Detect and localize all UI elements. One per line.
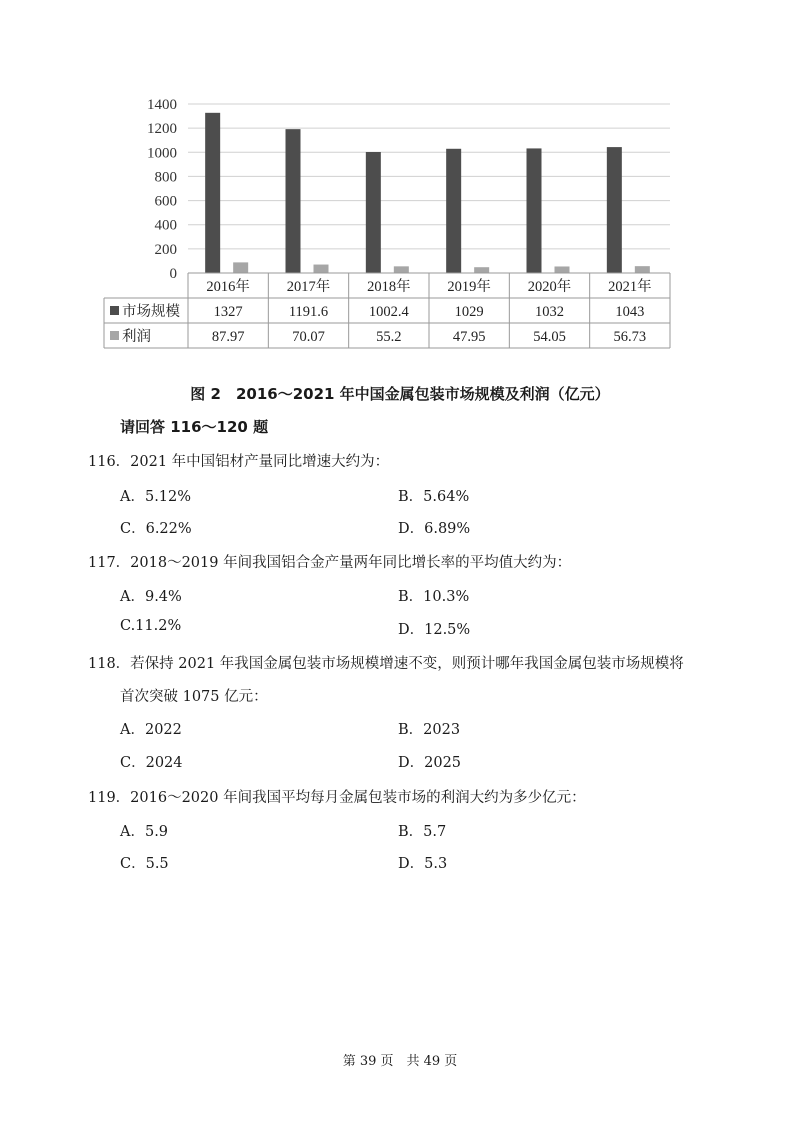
q118-option-b: B．2023 xyxy=(398,722,461,738)
x-category-label: 2018年 xyxy=(367,279,411,295)
q117-option-b: B．10.3% xyxy=(398,589,470,605)
legend-swatch xyxy=(110,331,119,340)
q119-option-c: C．5.5 xyxy=(120,856,169,872)
y-axis-ticks xyxy=(147,97,177,282)
x-category-label: 2019年 xyxy=(447,279,491,295)
data-label: 70.07 xyxy=(292,329,325,345)
bar-market-size xyxy=(205,113,220,273)
question-116-stem: 116．2021 年中国铝材产量同比增速大约为： xyxy=(88,454,390,470)
data-label: 1191.6 xyxy=(288,304,329,320)
q116-option-c: C．6.22% xyxy=(120,521,192,537)
y-tick-label: 200 xyxy=(154,241,177,258)
bar-market-size xyxy=(286,129,301,273)
data-label: 1043 xyxy=(615,304,645,320)
data-label: 55.2 xyxy=(376,329,402,345)
y-tick-label: 600 xyxy=(154,193,177,210)
data-label: 1029 xyxy=(454,304,484,320)
q118-option-a: A．2022 xyxy=(120,722,182,738)
instruction-heading: 请回答 116～120 题 xyxy=(120,418,269,436)
question-118-stem-line2: 首次突破 1075 亿元： xyxy=(120,689,268,705)
legend-label: 市场规模 xyxy=(122,304,180,320)
q117-option-c: C.11.2% xyxy=(120,618,182,634)
bar-profit xyxy=(314,265,329,273)
chart-gridlines xyxy=(188,104,670,273)
q117-option-d: D．12.5% xyxy=(398,622,471,638)
bar-market-size xyxy=(607,147,622,273)
data-label: 56.73 xyxy=(613,329,647,345)
q118-option-c: C．2024 xyxy=(120,755,183,771)
question-118-stem: 118．若保持 2021 年我国金属包装市场规模增速不变，则预计哪年我国金属包装市场规模将 xyxy=(88,656,684,672)
question-117-stem: 117．2018～2019 年间我国铝合金产量两年同比增长率的平均值大约为： xyxy=(88,555,572,571)
legend-label: 利润 xyxy=(122,329,151,345)
data-label: 87.97 xyxy=(211,329,245,345)
bar-market-size xyxy=(446,149,461,273)
y-tick-label: 400 xyxy=(154,217,177,234)
bar-profit xyxy=(635,266,650,273)
q118-option-d: D．2025 xyxy=(398,755,462,771)
y-tick-label: 1000 xyxy=(147,145,177,162)
y-tick-label: 800 xyxy=(154,169,177,186)
data-label: 54.05 xyxy=(533,329,566,345)
q116-option-d: D．6.89% xyxy=(398,521,471,537)
q116-option-b: B．5.64% xyxy=(398,489,470,505)
q119-option-b: B．5.7 xyxy=(398,824,447,840)
bar-market-size xyxy=(366,152,381,273)
bar-profit xyxy=(394,266,409,273)
bar-profit xyxy=(474,267,489,273)
data-label: 47.95 xyxy=(452,329,486,345)
y-tick-label: 0 xyxy=(169,266,177,282)
q119-option-d: D．5.3 xyxy=(398,856,448,872)
q117-option-a: A．9.4% xyxy=(120,589,182,605)
data-label: 1327 xyxy=(213,304,243,320)
figure-caption: 图 2 2016～2021 年中国金属包装市场规模及利润（亿元） xyxy=(190,385,610,403)
x-category-label: 2021年 xyxy=(608,279,652,295)
q116-option-a: A．5.12% xyxy=(120,489,192,505)
bar-market-size xyxy=(527,148,542,273)
q119-option-a: A．5.9 xyxy=(120,824,169,840)
x-category-label: 2016年 xyxy=(206,279,250,295)
chart-data-table xyxy=(104,273,670,348)
x-category-label: 2020年 xyxy=(527,279,572,295)
data-label: 1002.4 xyxy=(368,304,409,320)
data-label: 1032 xyxy=(535,304,564,320)
bar-profit xyxy=(233,262,248,273)
y-tick-label: 1200 xyxy=(147,121,177,138)
page-footer: 第 39 页 共 49 页 xyxy=(342,1054,458,1069)
x-category-label: 2017年 xyxy=(286,279,331,295)
question-119-stem: 119．2016～2020 年间我国平均每月金属包装市场的利润大约为多少亿元： xyxy=(88,790,586,806)
y-tick-label: 1400 xyxy=(147,97,177,113)
legend-swatch xyxy=(110,306,119,315)
bar-chart xyxy=(0,0,800,360)
bar-profit xyxy=(555,266,570,273)
